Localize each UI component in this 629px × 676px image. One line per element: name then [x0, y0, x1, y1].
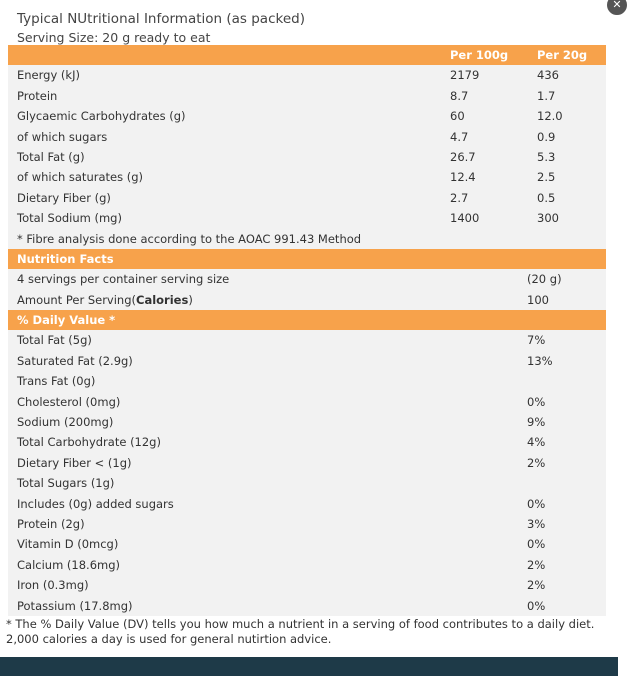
column-header-per-100g: Per 100g [450, 48, 509, 62]
row-per-20g: 300 [537, 211, 559, 226]
row-per-100g: 1400 [450, 211, 480, 226]
dv-row [8, 473, 606, 493]
dv-row [8, 392, 606, 412]
table-row [8, 65, 606, 85]
row-per-100g: 2.7 [450, 190, 469, 205]
dv-row [8, 555, 606, 575]
dv-label: Vitamin D (0mcg) [17, 537, 119, 552]
dv-value: 0% [527, 496, 546, 511]
dv-row [8, 432, 606, 452]
dv-value: 0% [527, 537, 546, 552]
row-label: Total Fat (g) [17, 149, 85, 164]
dv-label: Trans Fat (0g) [17, 374, 96, 389]
dv-value: 7% [527, 333, 546, 348]
amount-label-suffix: ) [188, 292, 193, 307]
dv-value: 13% [527, 353, 553, 368]
row-label: of which saturates (g) [17, 170, 144, 185]
dv-label: Saturated Fat (2.9g) [17, 353, 133, 368]
table-row [8, 106, 606, 126]
row-per-100g: 4.7 [450, 129, 469, 144]
daily-value-header [8, 310, 606, 330]
amount-label-prefix: Amount Per Serving( [17, 292, 137, 307]
dv-row [8, 494, 606, 514]
row-per-20g: 0.5 [537, 190, 556, 205]
dv-row [8, 330, 606, 350]
table-row [8, 188, 606, 208]
dv-value: 0% [527, 394, 546, 409]
fibre-footnote-row [8, 229, 606, 249]
dv-label: Protein (2g) [17, 516, 85, 531]
dv-label: Calcium (18.6mg) [17, 557, 121, 572]
table-row [8, 127, 606, 147]
dv-row [8, 412, 606, 432]
dv-value: 2% [527, 578, 546, 593]
dv-row [8, 351, 606, 371]
row-per-20g: 5.3 [537, 149, 556, 164]
row-per-100g: 12.4 [450, 170, 476, 185]
dv-value: 2% [527, 455, 546, 470]
amount-per-serving-label [17, 290, 193, 310]
dv-label: Includes (0g) added sugars [17, 496, 174, 511]
fibre-footnote: * Fibre analysis done according to the AOAC 991.43 Method [17, 231, 362, 246]
row-per-100g: 26.7 [450, 149, 476, 164]
servings-value: (20 g) [527, 272, 562, 287]
dv-row [8, 371, 606, 391]
nutrition-facts-title: Nutrition Facts [17, 251, 114, 266]
dv-value: 2% [527, 557, 546, 572]
serving-size: Serving Size: 20 g ready to eat [17, 30, 211, 45]
dv-label: Potassium (17.8mg) [17, 598, 133, 613]
page-footer-bar [0, 657, 618, 676]
dv-row [8, 596, 606, 616]
row-label: Total Sodium (mg) [17, 211, 122, 226]
servings-label: 4 servings per container serving size [17, 272, 230, 287]
row-per-20g: 2.5 [537, 170, 556, 185]
row-label: Energy (kJ) [17, 68, 80, 83]
row-per-100g: 60 [450, 109, 465, 124]
row-label: of which sugars [17, 129, 108, 144]
dv-label: Total Carbohydrate (12g) [17, 435, 161, 450]
nutrition-facts-header [8, 249, 606, 269]
table-row [8, 147, 606, 167]
dv-label: Total Fat (5g) [17, 333, 92, 348]
calories-label: Calories [136, 292, 189, 307]
dv-value: 3% [527, 516, 546, 531]
table-row [8, 86, 606, 106]
servings-row [8, 269, 606, 289]
dv-label: Iron (0.3mg) [17, 578, 89, 593]
row-label: Protein [17, 88, 58, 103]
dv-row [8, 453, 606, 473]
table-row [8, 167, 606, 187]
daily-value-footnote: * The % Daily Value (DV) tells you how much a nutrient in a serving of food contributes to a daily diet. 2,000 calories a day is used for general nutirtion advice. [6, 617, 595, 646]
dv-row [8, 514, 606, 534]
row-per-100g: 2179 [450, 68, 480, 83]
amount-per-serving-row [8, 290, 606, 310]
dv-row [8, 575, 606, 595]
dv-label: Cholesterol (0mg) [17, 394, 121, 409]
row-per-20g: 0.9 [537, 129, 556, 144]
row-per-20g: 1.7 [537, 88, 556, 103]
page-title: Typical NUtritional Information (as packed) [17, 11, 305, 27]
table-row [8, 208, 606, 228]
dv-label: Total Sugars (1g) [17, 476, 115, 491]
dv-label: Dietary Fiber < (1g) [17, 455, 132, 470]
column-header-per-20g: Per 20g [537, 48, 588, 62]
nutrition-panel [8, 45, 606, 616]
row-per-20g: 12.0 [537, 109, 563, 124]
dv-value: 0% [527, 598, 546, 613]
dv-label: Sodium (200mg) [17, 415, 114, 430]
row-per-20g: 436 [537, 68, 559, 83]
dv-row [8, 534, 606, 554]
row-per-100g: 8.7 [450, 88, 469, 103]
daily-value-title: % Daily Value * [17, 313, 116, 328]
dv-value: 4% [527, 435, 546, 450]
row-label: Dietary Fiber (g) [17, 190, 111, 205]
row-label: Glycaemic Carbohydrates (g) [17, 109, 186, 124]
close-icon[interactable]: ✕ [605, 0, 629, 17]
dv-value: 9% [527, 415, 546, 430]
table-header-row [8, 45, 606, 65]
calories-value: 100 [527, 292, 549, 307]
